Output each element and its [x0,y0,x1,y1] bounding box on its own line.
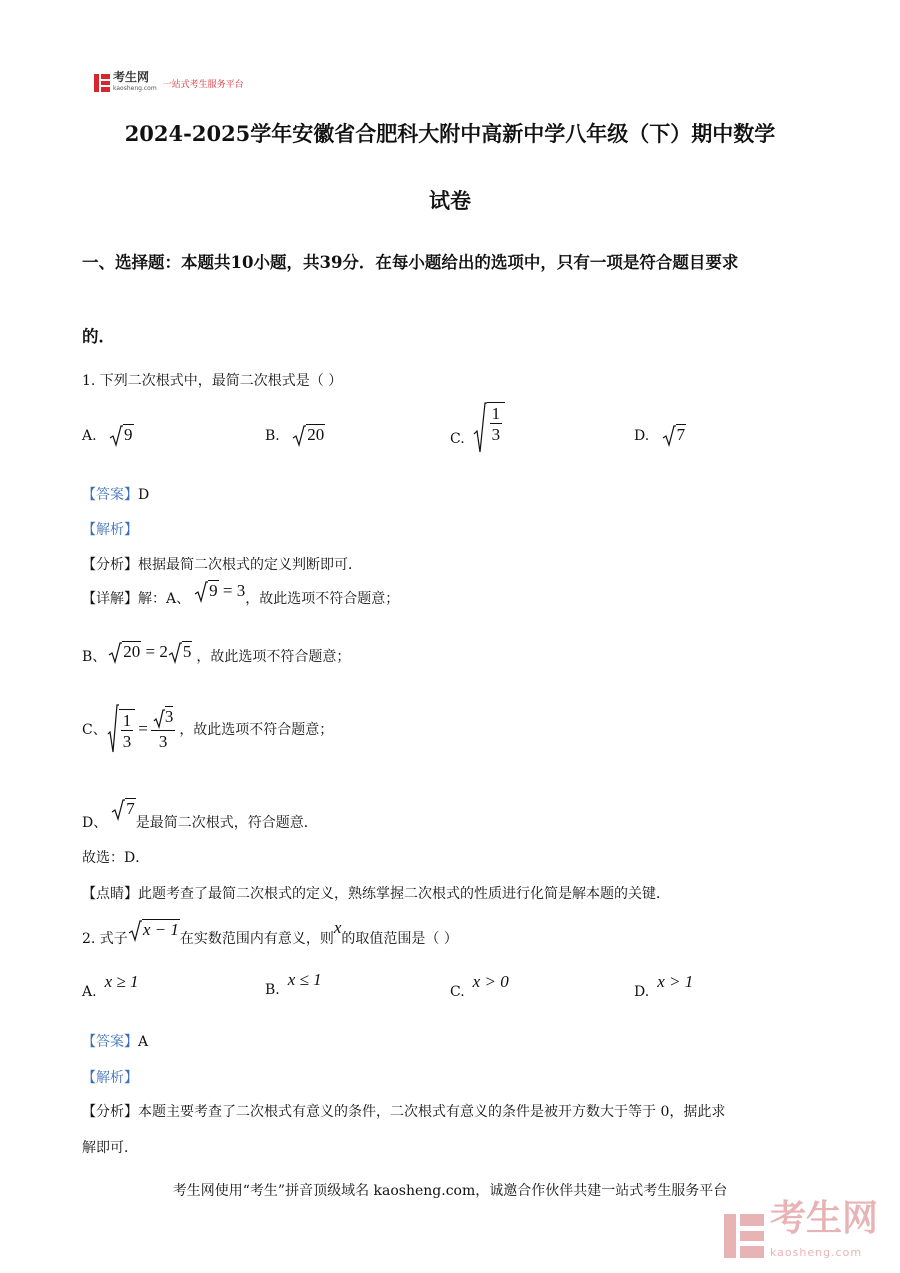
q1-option-d: D. 7 [634,425,686,447]
sqrt-icon [662,425,676,447]
q2-analysis-tag: 【解析】 [82,1070,138,1086]
q1-xiangjie-b: B、 20 = 2 5 ，故此选项不符合题意； [82,641,351,665]
sqrt-icon [153,709,165,729]
q2-fenxi-line2: 解即可． [82,1140,138,1156]
q2-option-a: A. x ≥ 1 [82,972,139,1000]
q2-option-d: D. x > 1 [634,972,694,1000]
sqrt-icon [194,581,208,603]
q1-answer: 【答案】D [82,487,150,503]
q1-dianjing: 【点睛】此题考查了最简二次根式的定义，熟练掌握二次根式的性质进行化简是解本题的关键． [82,886,670,902]
q1-fenxi: 【分析】根据最简二次根式的定义判断即可． [82,557,362,573]
sqrt-icon [473,402,487,454]
sqrt-icon [292,425,306,447]
logo-slogan: 一站式考生服务平台 [162,79,244,90]
q2-option-c: C. x > 0 [450,972,509,1000]
q2-fenxi-line1: 【分析】本题主要考查了二次根式有意义的条件，二次根式有意义的条件是被开方数大于等于 0，据此求 [82,1104,726,1120]
q1-option-b: B. 20 [265,425,325,447]
sqrt-icon [168,642,182,664]
q1-xiangjie-c: C、 $\frac{1}{3}$ = $\frac{3}{3}$ ，故此选项不符合题意； [82,704,333,754]
watermark-icon [724,1214,764,1258]
q2-option-b: B. x ≤ 1 [265,970,322,998]
q2-stem: 2. 式子 x − 1 在实数范围内有意义，则 x 的取值范围是（ ） [82,918,458,947]
watermark-logo: 考生网 kaosheng.com [724,1202,878,1270]
q1-conclusion: 故选：D． [82,850,150,866]
q2-answer: 【答案】A [82,1034,149,1050]
sqrt-icon [109,425,123,447]
section-header-line2: 的． [82,327,115,346]
q1-xiangjie-a: 【详解】 解：A、 9 = 3 ，故此选项不符合题意； [82,580,400,607]
q1-xiangjie-d: D、 7 是最简二次根式，符合题意． [82,798,318,831]
site-logo[interactable] [94,72,244,94]
logo-icon [94,74,110,92]
q1-analysis-tag: 【解析】 [82,522,138,538]
page-title-line2: 试卷 [429,188,471,213]
logo-name: 考生网 kaosheng.com [113,70,157,92]
q1-option-a: A. 9 [82,425,134,447]
q1-stem: 1. 下列二次根式中，最简二次根式是（ ） [82,373,343,389]
sqrt-icon [107,704,119,754]
sqrt-icon [108,642,122,664]
sqrt-icon [111,799,125,821]
sqrt-icon [128,920,142,942]
q1-option-c: C. $\frac{1}{3}$ [450,402,505,454]
section-header-line1: 一、选择题：本题共10小题，共39分．在每小题给出的选项中，只有一项是符合题目要求 [82,253,739,272]
page-footer: 考生网使用“考生”拼音顶级域名 kaosheng.com，诚邀合作伙伴共建一站式考生服务平台 [172,1183,728,1199]
page-title-line1: 2024-2025学年安徽省合肥科大附中高新中学八年级（下）期中数学 [124,121,776,146]
logo-domain: kaosheng.com [113,85,157,92]
